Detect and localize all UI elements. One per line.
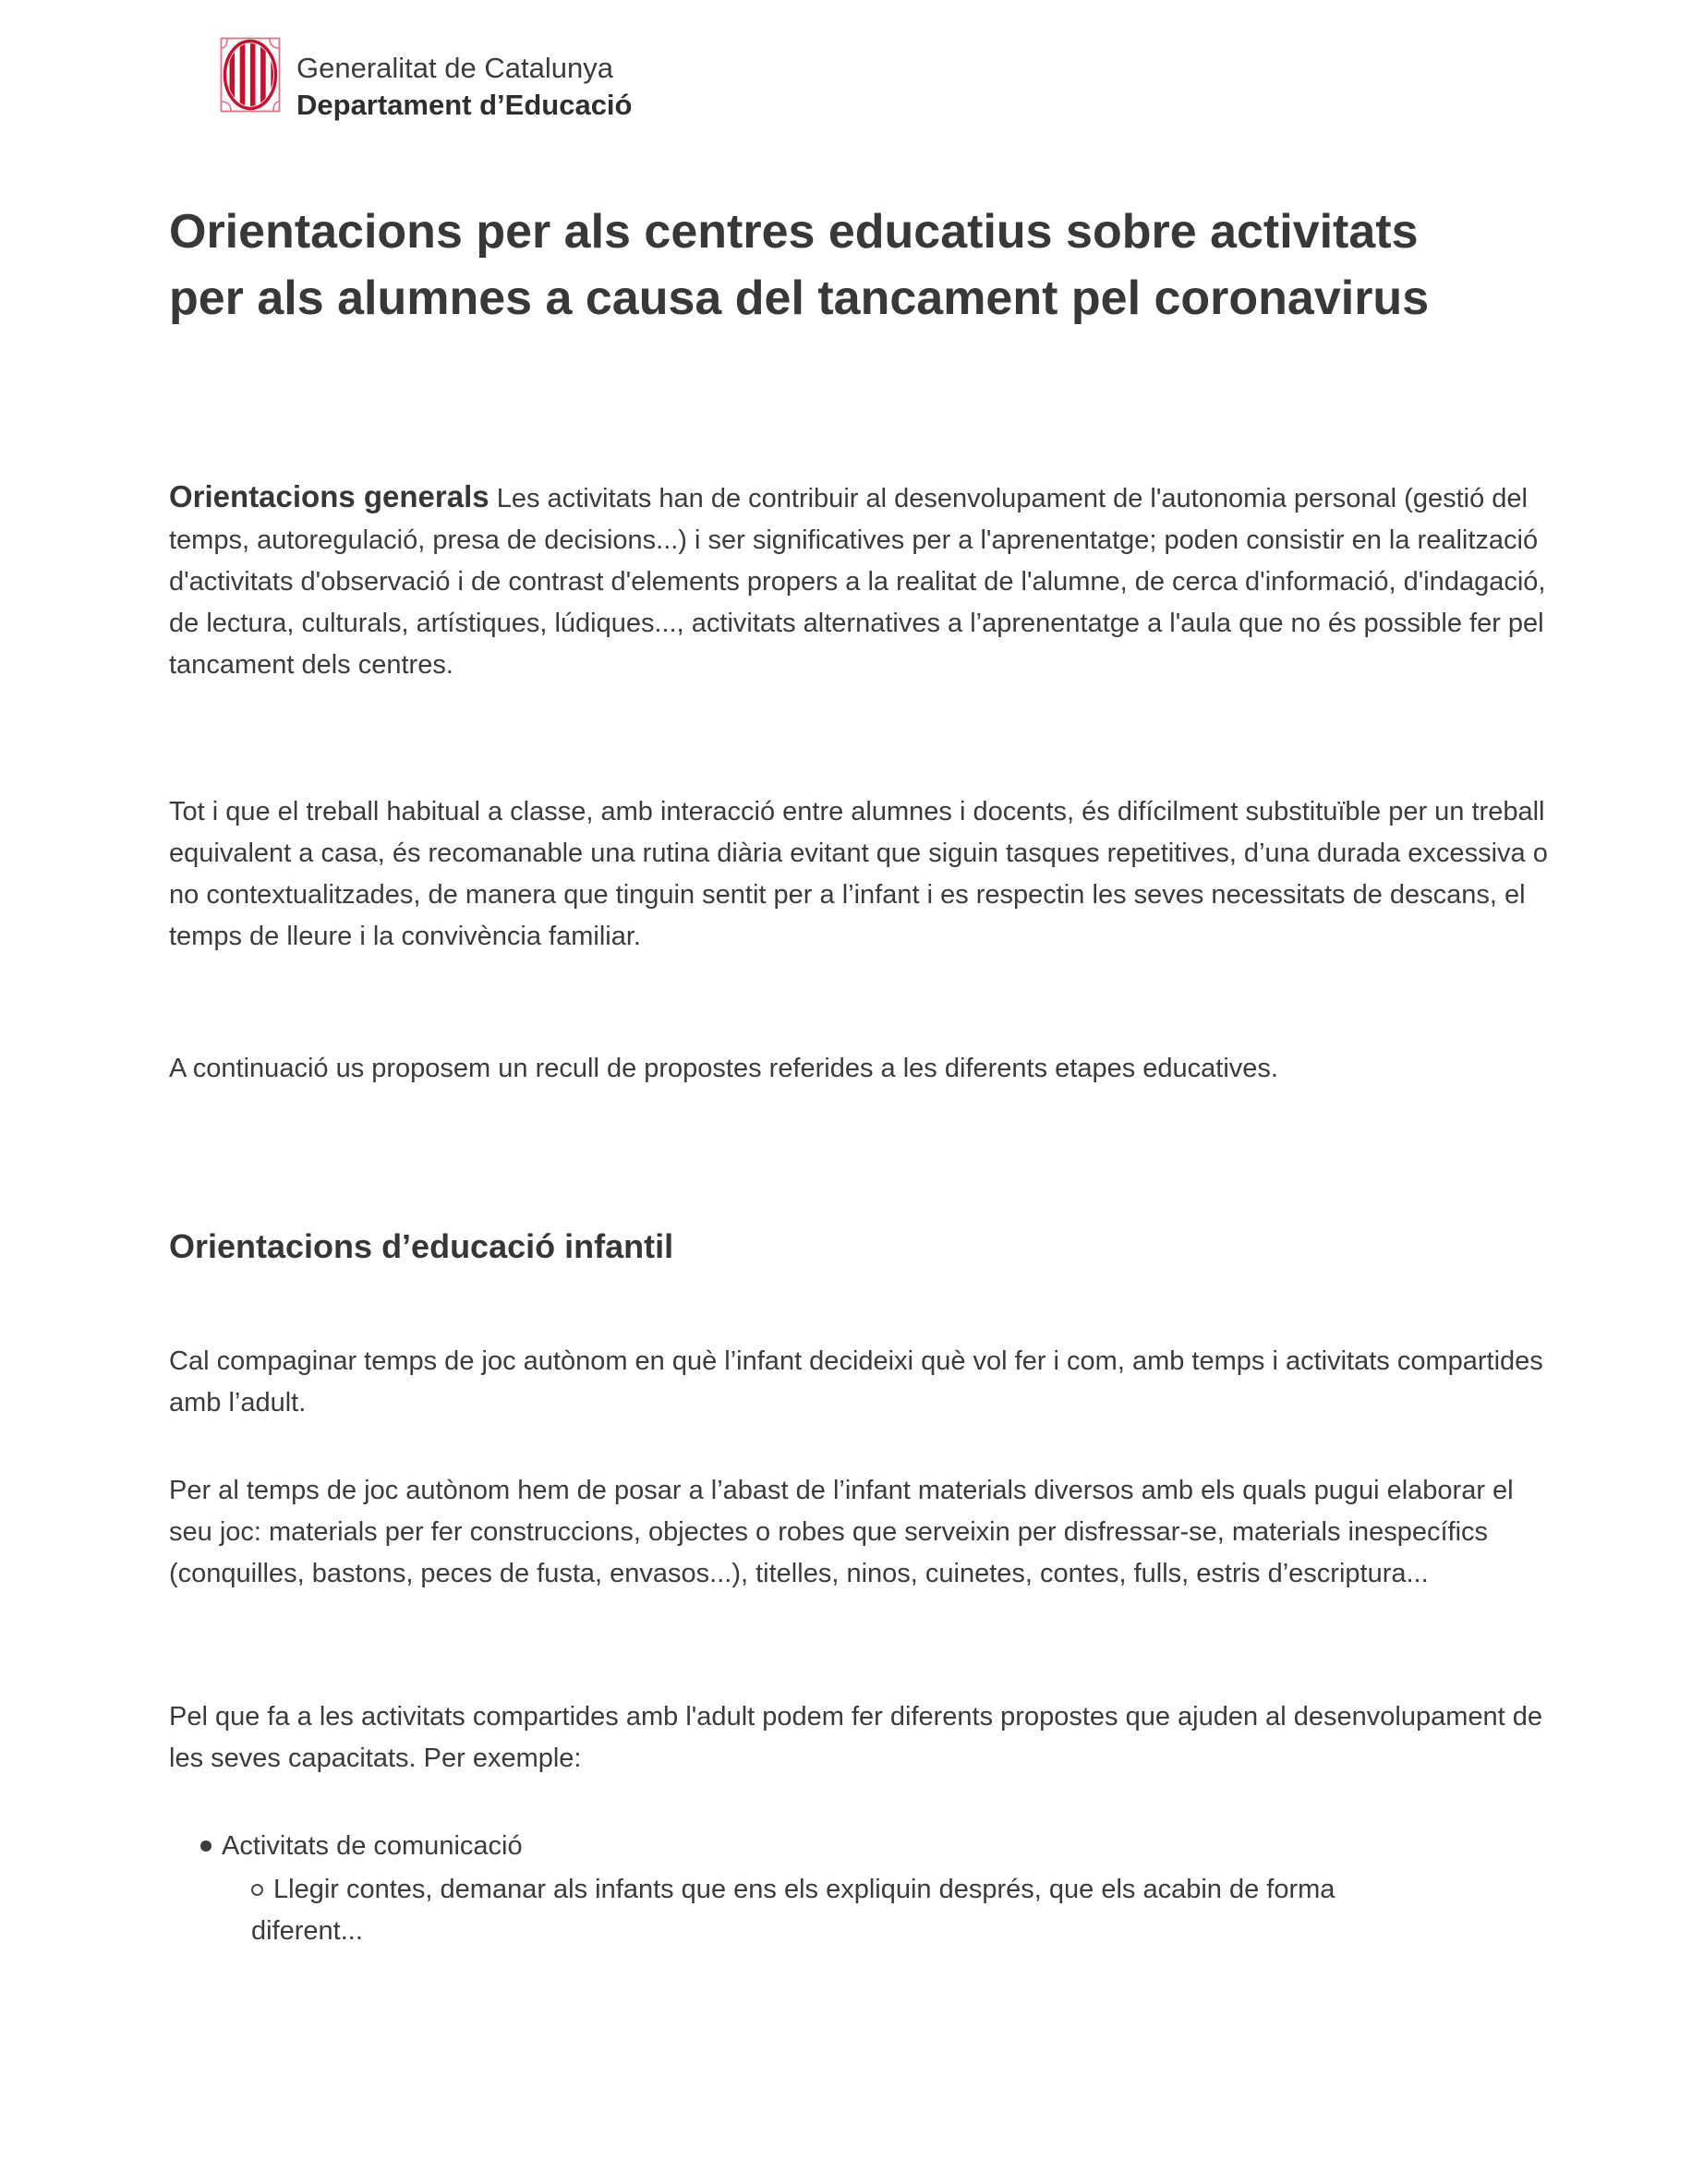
paragraph-infantil-1: Cal compaginar temps de joc autònom en què l’infant decideixi què vol fer i com, amb temps i activitats compartides amb l’adult. [169,1346,1543,1418]
list-item-llegir-contes [251,1869,1350,1952]
general-section-inline-heading: Orientacions generals [169,479,489,513]
bullet-label: Activitats de comunicació [222,1831,523,1861]
sub-bullet-text: Llegir contes, demanar als infants que ens els expliquin després, que els acabin de forma diferent... [251,1875,1335,1946]
org-logo-text [296,35,632,124]
paragraph-general-3: A continuació us proposem un recull de propostes referides a les diferents etapes educatives. [169,1054,1278,1083]
infantil-section-heading: Orientacions d’educació infantil [169,1227,674,1265]
org-department: Departament d’Educació [296,89,633,121]
bullet-circle-icon [251,1884,263,1896]
general-intro-text: Les activitats han de contribuir al desenvolupament de l'autonomia personal (gestió del temps, autoregulació, presa de decisions...) i ser significatives per a l'aprenentatge; poden consistir en la realització d'activitats d'observació i de contrast d'elements propers a la realitat de l'alumne, de cerca d'informació, d'indagació, de lectura, culturals, artístiques, lúdiques..., activitats alternatives a l’aprenentatge a l'aula que no és possible fer pel tancament dels centres. [169,484,1546,680]
bullet-dot-icon [200,1840,211,1852]
generalitat-shield-icon [219,35,282,115]
org-logo [219,35,632,124]
org-name: Generalitat de Catalunya [296,52,613,84]
document-title: Orientacions per als centres educatius sobre activitats per als alumnes a causa del tancament pel coronavirus [169,205,1430,325]
list-item-activitats-comunicacio [200,1826,1401,1867]
paragraph-general-intro [169,476,1554,686]
paragraph-infantil-2: Per al temps de joc autònom hem de posar a l’abast de l’infant materials diversos amb els quals pugui elaborar el seu joc: materials per fer construccions, objectes o robes que serveixin per disfressar-se, materials inespecífics (conquilles, bastons, peces de fusta, envasos...), titelles, ninos, cuinetes, contes, fulls, estris d’escriptura... [169,1476,1514,1588]
paragraph-infantil-3: Pel que fa a les activitats compartides amb l'adult podem fer diferents propostes que ajuden al desenvolupament de les seves capacitats. Per exemple: [169,1702,1543,1773]
paragraph-general-2: Tot i que el treball habitual a classe, amb interacció entre alumnes i docents, és difícilment substituïble per un treball equivalent a casa, és recomanable una rutina diària evitant que siguin tasques repetitives, d’una durada excessiva o no contextualitzades, de manera que tinguin sentit per a l’infant i es respectin les seves necessitats de descans, el temps de lleure i la convivència familiar. [169,797,1548,951]
